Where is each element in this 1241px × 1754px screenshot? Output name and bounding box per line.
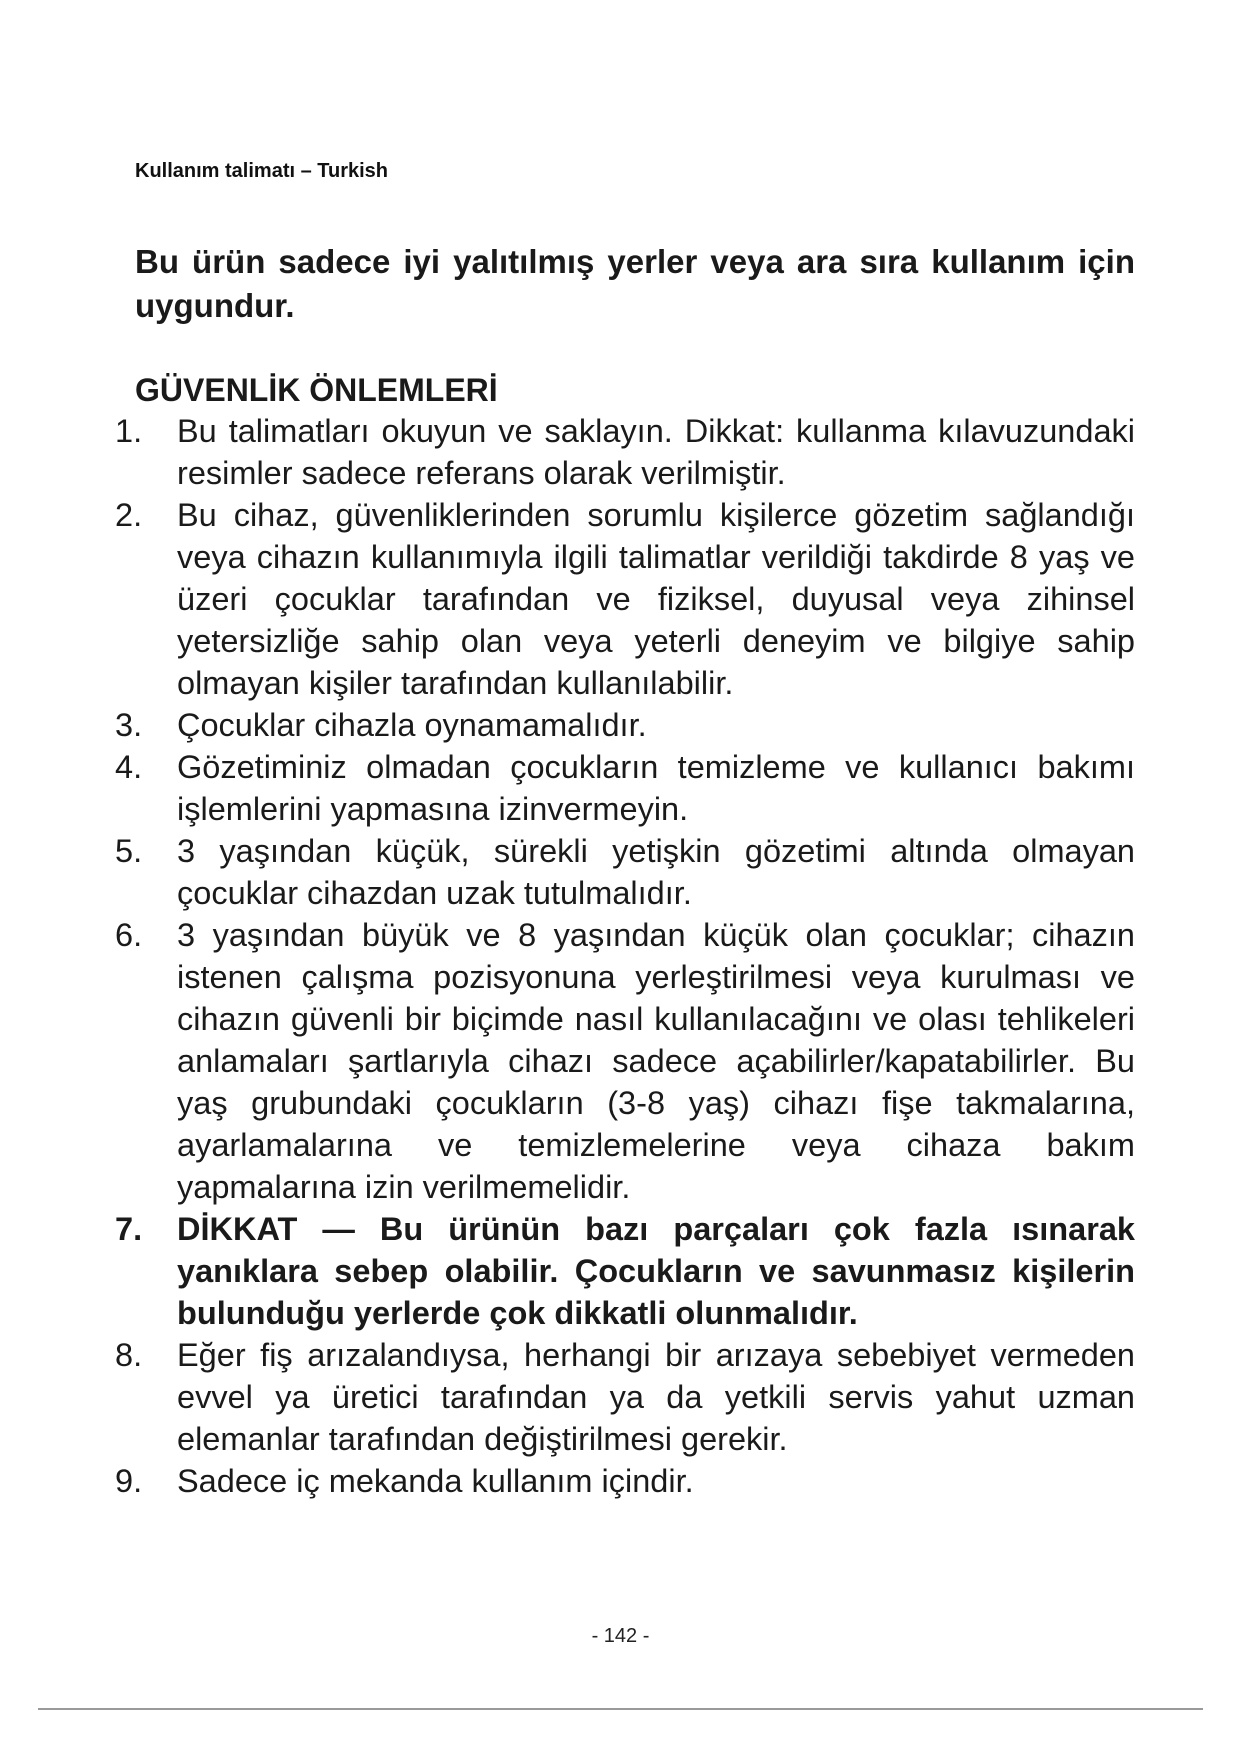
list-item	[115, 830, 1135, 914]
item-number: 9.	[115, 1463, 143, 1499]
list-item	[115, 746, 1135, 830]
item-text: DİKKAT — Bu ürünün bazı parçaları çok fazla ısınarak yanıklara sebep olabilir. Çocukların ve savunmasız kişilerin bulunduğu yerlerde çok dikkatli olunmalıdır.	[177, 1211, 1135, 1331]
section-title: GÜVENLİK ÖNLEMLERİ	[135, 372, 498, 408]
item-text: Sadece iç mekanda kullanım içindir.	[177, 1463, 694, 1499]
page-number: - 142 -	[591, 1625, 650, 1647]
item-text: 3 yaşından büyük ve 8 yaşından küçük olan çocuklar; cihazın istenen çalışma pozisyonuna yerleştirilmesi veya kurulması ve cihazın güvenli bir biçimde nasıl kullanılacağını ve olası tehlikeleri anlamaları şartlarıyla cihazı sadece açabilirler/kapatabilirler. Bu yaş grubundaki çocukların (3-8 yaş) cihazı fişe takmalarına, ayarlamalarına ve temizlemelerine veya cihaza bakım yapmalarına izin verilmemelidir.	[177, 917, 1135, 1205]
list-item	[115, 410, 1135, 494]
item-number: 7.	[115, 1211, 143, 1247]
item-text: 3 yaşından küçük, sürekli yetişkin gözetimi altında olmayan çocuklar cihazdan uzak tutulmalıdır.	[177, 833, 1135, 911]
list-item	[115, 1334, 1135, 1460]
item-text: Bu talimatları okuyun ve saklayın. Dikkat: kullanma kılavuzundaki resimler sadece referans olarak verilmiştir.	[177, 413, 1135, 491]
intro-paragraph: Bu ürün sadece iyi yalıtılmış yerler veya ara sıra kullanım için uygundur.	[135, 243, 1135, 324]
item-number: 2.	[115, 497, 143, 533]
item-text: Bu cihaz, güvenliklerinden sorumlu kişilerce gözetim sağlandığı veya cihazın kullanımıyla ilgili talimatlar verildiği takdirde 8 yaş ve üzeri çocuklar tarafından ve fiziksel, duyusal veya zihinsel yetersizliğe sahip olan veya yeterli deneyim ve bilgiye sahip olmayan kişiler tarafından kullanılabilir.	[177, 497, 1135, 701]
item-number: 1.	[115, 413, 143, 449]
item-number: 8.	[115, 1337, 143, 1373]
item-text: Eğer fiş arızalandıysa, herhangi bir arızaya sebebiyet vermeden evvel ya üretici tarafından ya da yetkili servis yahut uzman elemanlar tarafından değiştirilmesi gerekir.	[177, 1337, 1135, 1457]
safety-list	[115, 410, 1135, 1502]
item-number: 6.	[115, 917, 143, 953]
list-item	[115, 1460, 1135, 1502]
list-item	[115, 914, 1135, 1208]
item-text: Çocuklar cihazla oynamamalıdır.	[177, 707, 647, 743]
item-number: 5.	[115, 833, 143, 869]
list-item	[115, 494, 1135, 704]
item-number: 3.	[115, 707, 143, 743]
item-number: 4.	[115, 749, 143, 785]
item-text: Gözetiminiz olmadan çocukların temizleme ve kullanıcı bakımı işlemlerini yapmasına izinvermeyin.	[177, 749, 1135, 827]
warning-list-item	[115, 1208, 1135, 1334]
footer-divider	[38, 1708, 1203, 1710]
running-header: Kullanım talimatı – Turkish	[135, 160, 389, 182]
list-item	[115, 704, 1135, 746]
